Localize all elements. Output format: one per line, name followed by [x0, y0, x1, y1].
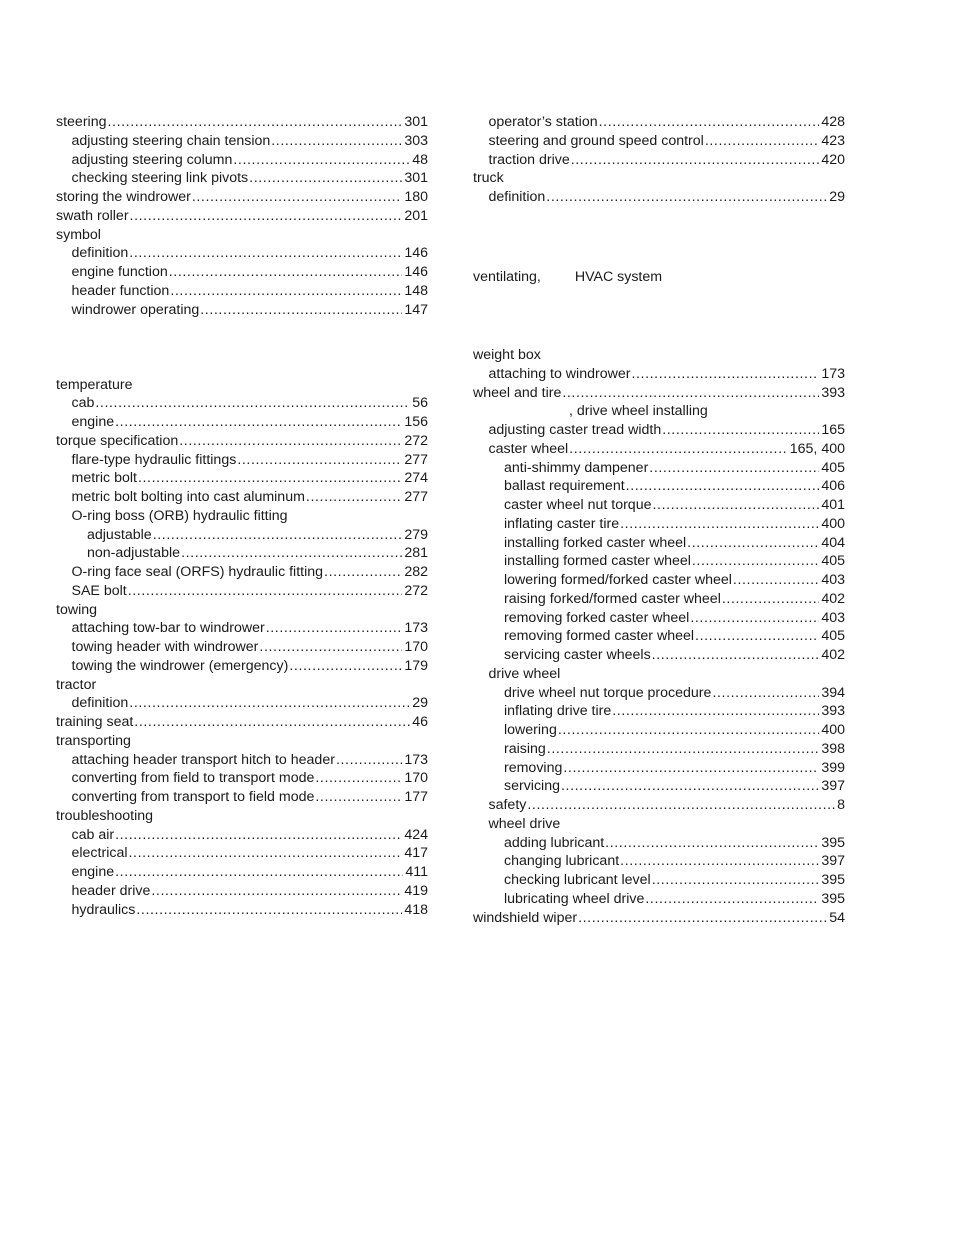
dot-leader — [233, 151, 410, 170]
dot-leader — [546, 188, 827, 207]
dot-leader — [200, 301, 402, 320]
index-term: lubricating wheel drive — [504, 890, 645, 907]
dot-leader — [705, 132, 820, 151]
index-term: swath roller — [56, 207, 129, 224]
index-term: installing formed caster wheel — [504, 553, 691, 570]
page-number: 173 — [821, 365, 845, 382]
page-number: 401 — [821, 497, 845, 513]
index-entry — [473, 477, 845, 496]
index-term: traction drive — [488, 151, 570, 168]
dot-leader — [271, 132, 402, 151]
index-term: flare-type hydraulic fittings — [71, 451, 237, 468]
page-number: 428 — [821, 114, 845, 130]
dot-leader — [129, 694, 410, 713]
index-entry — [56, 113, 428, 132]
page-number: 301 — [404, 114, 428, 130]
page-number: 146 — [404, 264, 428, 280]
dot-leader — [259, 638, 402, 657]
dot-leader — [289, 657, 402, 676]
index-term: header function — [71, 282, 170, 299]
page-number: 395 — [821, 872, 845, 888]
page-number: 48 — [412, 151, 428, 168]
index-term: adjusting steering column — [71, 151, 233, 168]
index-term: raising forked/formed caster wheel — [504, 590, 721, 607]
index-term: steering and ground speed control — [488, 132, 704, 149]
index-entry — [56, 694, 428, 713]
dot-leader — [527, 796, 835, 815]
page-number: 179 — [404, 657, 428, 674]
index-term: attaching tow-bar to windrower — [71, 620, 265, 637]
index-entry — [56, 376, 428, 395]
index-term: lowering formed/forked caster wheel — [504, 572, 732, 588]
dot-leader — [599, 113, 820, 132]
page-number: 411 — [405, 864, 428, 880]
index-term: operator’s station — [488, 114, 598, 130]
index-term: checking steering link pivots — [71, 170, 249, 187]
page-number: 402 — [821, 647, 845, 663]
index-term: checking lubricant level — [504, 872, 651, 888]
index-term: definition — [488, 189, 546, 205]
index-entry — [473, 346, 845, 365]
dot-leader — [662, 421, 819, 440]
page-number: 147 — [404, 301, 428, 318]
dot-leader — [612, 702, 819, 721]
page-number: 8 — [837, 797, 845, 813]
index-entry — [56, 244, 428, 263]
index-term: drive wheel — [488, 665, 561, 682]
index-left-column — [56, 113, 428, 919]
dot-leader — [652, 646, 820, 665]
index-entry — [56, 526, 428, 545]
index-term: electrical — [71, 845, 128, 862]
dot-leader — [130, 207, 403, 226]
index-entry — [473, 440, 845, 459]
index-entry — [56, 563, 428, 582]
page-number: 403 — [821, 572, 845, 588]
page-number: 177 — [404, 789, 428, 805]
page-number: 29 — [829, 189, 845, 205]
dot-leader — [306, 488, 402, 507]
index-term: training seat — [56, 714, 134, 730]
page-number: 272 — [404, 582, 428, 599]
page-number: 277 — [404, 489, 428, 505]
index-entry — [56, 188, 428, 207]
index-term: transporting — [56, 732, 131, 749]
index-entry — [56, 301, 428, 320]
index-entry — [473, 151, 845, 170]
index-term: anti-shimmy dampener — [504, 459, 649, 476]
index-term: caster wheel nut torque — [504, 497, 652, 513]
dot-leader — [571, 151, 820, 170]
dot-leader — [733, 571, 819, 590]
page-number: 274 — [404, 470, 428, 487]
dot-leader — [562, 384, 819, 403]
index-term: windshield wiper — [473, 909, 578, 926]
dot-leader — [151, 882, 402, 901]
index-term: O-ring boss (ORB) hydraulic fitting — [71, 507, 288, 524]
index-entry — [473, 721, 845, 740]
index-entry — [473, 777, 845, 796]
page-number: 279 — [404, 526, 428, 543]
dot-leader — [237, 451, 402, 470]
page-number: 46 — [412, 714, 428, 730]
index-entry — [56, 826, 428, 845]
index-term: removing forked caster wheel — [504, 609, 690, 626]
dot-leader — [695, 627, 819, 646]
page-number: 272 — [404, 432, 428, 449]
index-term: removing — [504, 759, 563, 776]
dot-leader — [115, 413, 402, 432]
index-entry — [56, 432, 428, 451]
page-number: 404 — [821, 534, 845, 551]
dot-leader — [687, 534, 819, 553]
index-term: towing header with windrower — [71, 639, 259, 655]
dot-leader — [138, 469, 402, 488]
dot-leader — [95, 394, 410, 413]
index-entry — [473, 365, 845, 384]
page-number: 56 — [412, 395, 428, 412]
index-entry — [56, 601, 428, 620]
page-number: 420 — [821, 151, 845, 168]
dot-leader — [128, 844, 402, 863]
index-entry — [56, 507, 428, 526]
index-entry — [473, 759, 845, 778]
index-entry-ventilating — [473, 268, 662, 287]
page-number: 173 — [404, 620, 428, 637]
dot-leader — [153, 526, 403, 545]
index-term: drive wheel nut torque procedure — [504, 684, 712, 701]
page-number: 417 — [404, 845, 428, 862]
index-entry — [473, 496, 845, 515]
dot-leader — [605, 834, 819, 853]
index-term: truck — [473, 170, 504, 187]
index-entry — [473, 646, 845, 665]
dot-leader — [107, 113, 402, 132]
index-term: tractor — [56, 676, 97, 693]
cross-reference: , drive wheel installing — [569, 403, 708, 419]
index-entry — [473, 188, 845, 207]
index-entry — [473, 871, 845, 890]
index-spacer — [56, 338, 428, 357]
index-entry — [473, 684, 845, 703]
dot-leader — [649, 459, 819, 478]
index-term: header drive — [71, 882, 151, 899]
dot-leader — [558, 721, 819, 740]
page-number: 395 — [821, 834, 845, 851]
index-right-bottom-group — [473, 346, 845, 927]
index-spacer — [56, 319, 428, 338]
index-term: O-ring face seal (ORFS) hydraulic fitting — [71, 564, 324, 580]
page-number: 146 — [404, 245, 428, 262]
dot-leader — [578, 909, 827, 928]
index-term: engine — [71, 864, 115, 880]
index-entry — [56, 582, 428, 601]
page-number: 282 — [404, 564, 428, 580]
dot-leader — [712, 684, 819, 703]
page-number: 54 — [829, 909, 845, 926]
index-entry — [473, 571, 845, 590]
page-number: 156 — [404, 414, 428, 430]
index-term: towing the windrower (emergency) — [71, 657, 289, 674]
dot-leader — [170, 282, 402, 301]
index-entry — [56, 394, 428, 413]
index-right-top-group — [473, 113, 845, 207]
dot-leader — [722, 590, 819, 609]
page-number: 423 — [821, 132, 845, 149]
page-number: 424 — [404, 826, 428, 843]
index-entry — [473, 534, 845, 553]
dot-leader — [315, 769, 402, 788]
index-term: definition — [71, 695, 129, 712]
index-entry — [56, 282, 428, 301]
index-term: lowering — [504, 722, 557, 738]
index-entry — [473, 459, 845, 478]
index-term: servicing — [504, 778, 560, 795]
index-entry — [56, 901, 428, 920]
dot-leader — [249, 169, 402, 188]
dot-leader — [179, 432, 402, 451]
dot-leader — [652, 496, 819, 515]
index-term: raising — [504, 740, 546, 757]
index-entry — [56, 882, 428, 901]
dot-leader — [169, 263, 403, 282]
index-entry — [56, 207, 428, 226]
index-term: inflating caster tire — [504, 515, 620, 532]
page-number: 180 — [404, 189, 428, 205]
index-term: temperature — [56, 376, 133, 393]
dot-leader — [115, 826, 402, 845]
page-number: 393 — [821, 703, 845, 720]
dot-leader — [690, 609, 819, 628]
index-term: converting from field to transport mode — [71, 770, 315, 787]
page-number: 394 — [821, 684, 845, 701]
dot-leader — [324, 563, 402, 582]
index-entry — [473, 627, 845, 646]
index-entry — [56, 169, 428, 188]
page-number: 148 — [404, 282, 428, 299]
page-number: 165 — [821, 422, 845, 438]
index-term: SAE bolt — [71, 582, 127, 599]
page-number: 400 — [821, 515, 845, 532]
dot-leader — [620, 852, 819, 871]
index-term: non-adjustable — [87, 545, 181, 562]
index-entry — [473, 852, 845, 871]
index-entry — [473, 169, 845, 188]
index-term: inflating drive tire — [504, 703, 612, 720]
index-term: removing formed caster wheel — [504, 628, 695, 645]
index-term: towing — [56, 601, 98, 618]
index-entry — [56, 151, 428, 170]
dot-leader — [620, 515, 819, 534]
index-term: storing the windrower — [56, 189, 191, 205]
page-number: 301 — [404, 170, 428, 187]
index-entry — [56, 132, 428, 151]
index-term: wheel and tire — [473, 384, 562, 401]
dot-leader — [563, 759, 819, 778]
index-entry — [56, 657, 428, 676]
dot-leader — [129, 244, 402, 263]
dot-leader — [192, 188, 402, 207]
page-number: 399 — [821, 759, 845, 776]
index-term: steering — [56, 114, 107, 130]
index-entry — [473, 421, 845, 440]
dot-leader — [266, 619, 403, 638]
index-term: windrower operating — [71, 301, 200, 318]
index-term: adding lubricant — [504, 834, 605, 851]
page-number: 303 — [404, 132, 428, 149]
page-number: 170 — [404, 639, 428, 655]
dot-leader — [626, 477, 820, 496]
index-entry — [473, 132, 845, 151]
index-term: symbol — [56, 226, 101, 243]
dot-leader — [645, 890, 819, 909]
dot-leader — [128, 582, 403, 601]
index-entry — [56, 619, 428, 638]
page-number: 405 — [821, 459, 845, 476]
index-right-column — [473, 113, 845, 207]
index-entry — [56, 226, 428, 245]
index-entry — [473, 740, 845, 759]
dot-leader — [136, 901, 402, 920]
dot-leader — [336, 751, 402, 770]
index-entry — [56, 713, 428, 732]
index-entry — [473, 552, 845, 571]
dot-leader — [547, 740, 820, 759]
page-number: 419 — [404, 882, 428, 899]
dot-leader — [134, 713, 410, 732]
index-term: attaching to windrower — [488, 365, 631, 382]
dot-leader — [569, 440, 788, 459]
index-term: weight box — [473, 347, 541, 363]
index-term: cab air — [71, 826, 115, 843]
page-number: 173 — [404, 751, 428, 768]
index-entry — [473, 384, 845, 403]
index-entry — [56, 788, 428, 807]
page-number: 402 — [821, 590, 845, 607]
index-term: cab — [71, 395, 95, 412]
index-entry — [473, 590, 845, 609]
dot-leader — [181, 544, 402, 563]
page-number: 398 — [821, 740, 845, 757]
index-entry — [56, 769, 428, 788]
page-number: 397 — [821, 778, 845, 795]
index-entry — [473, 113, 845, 132]
index-entry — [473, 815, 845, 834]
index-entry — [473, 609, 845, 628]
page-number: 397 — [821, 853, 845, 870]
index-entry — [473, 796, 845, 815]
page-number: 29 — [412, 695, 428, 712]
cross-reference: HVAC system — [574, 269, 663, 285]
page-number: 406 — [821, 478, 845, 495]
page-number: 201 — [404, 207, 428, 224]
index-term: adjusting steering chain tension — [71, 132, 271, 149]
index-entry — [56, 638, 428, 657]
dot-leader — [115, 863, 403, 882]
index-term: ballast requirement — [504, 478, 625, 495]
page-number: 400 — [821, 722, 845, 738]
page-number: 403 — [821, 609, 845, 626]
page-number: 165, 400 — [789, 440, 845, 457]
index-term: definition — [71, 245, 129, 262]
page-number: 418 — [404, 901, 428, 918]
index-term: adjusting caster tread width — [488, 422, 662, 438]
dot-leader — [631, 365, 819, 384]
index-term: troubleshooting — [56, 807, 154, 824]
index-term: metric bolt bolting into cast aluminum — [71, 489, 305, 505]
index-term: ventilating, — [473, 269, 541, 285]
dot-leader — [315, 788, 402, 807]
index-term: engine — [71, 414, 115, 430]
index-entry — [473, 834, 845, 853]
page-number: 395 — [821, 890, 845, 907]
index-term: torque specification — [56, 432, 179, 449]
index-term: wheel drive — [488, 815, 561, 832]
index-entry — [56, 863, 428, 882]
index-entry — [473, 890, 845, 909]
index-entry — [473, 702, 845, 721]
index-term: hydraulics — [71, 901, 136, 918]
index-entry — [56, 732, 428, 751]
index-spacer — [56, 357, 428, 376]
dot-leader — [692, 552, 819, 571]
index-entry — [56, 263, 428, 282]
index-term: changing lubricant — [504, 853, 620, 870]
dot-leader — [652, 871, 820, 890]
page-number: 277 — [404, 451, 428, 468]
dot-leader — [561, 777, 819, 796]
index-entry — [473, 515, 845, 534]
index-entry — [473, 665, 845, 684]
index-term: converting from transport to field mode — [71, 789, 315, 805]
index-term: metric bolt — [71, 470, 137, 487]
index-entry — [56, 451, 428, 470]
index-entry — [56, 844, 428, 863]
index-term: attaching header transport hitch to header — [71, 751, 335, 768]
index-entry — [56, 469, 428, 488]
index-entry — [56, 544, 428, 563]
index-term: adjustable — [87, 526, 152, 543]
page-number: 405 — [821, 628, 845, 645]
page-number: 405 — [821, 553, 845, 570]
page-number: 393 — [821, 384, 845, 401]
index-entry — [56, 676, 428, 695]
index-term: servicing caster wheels — [504, 647, 651, 663]
index-term: installing forked caster wheel — [504, 534, 687, 551]
page-number: 281 — [404, 545, 428, 562]
index-term: caster wheel — [488, 440, 569, 457]
page-number: 170 — [404, 770, 428, 787]
index-term: safety — [488, 797, 527, 813]
index-entry — [56, 488, 428, 507]
index-term: engine function — [71, 264, 168, 280]
index-entry — [56, 751, 428, 770]
index-entry — [56, 807, 428, 826]
index-entry — [56, 413, 428, 432]
index-entry — [473, 909, 845, 928]
